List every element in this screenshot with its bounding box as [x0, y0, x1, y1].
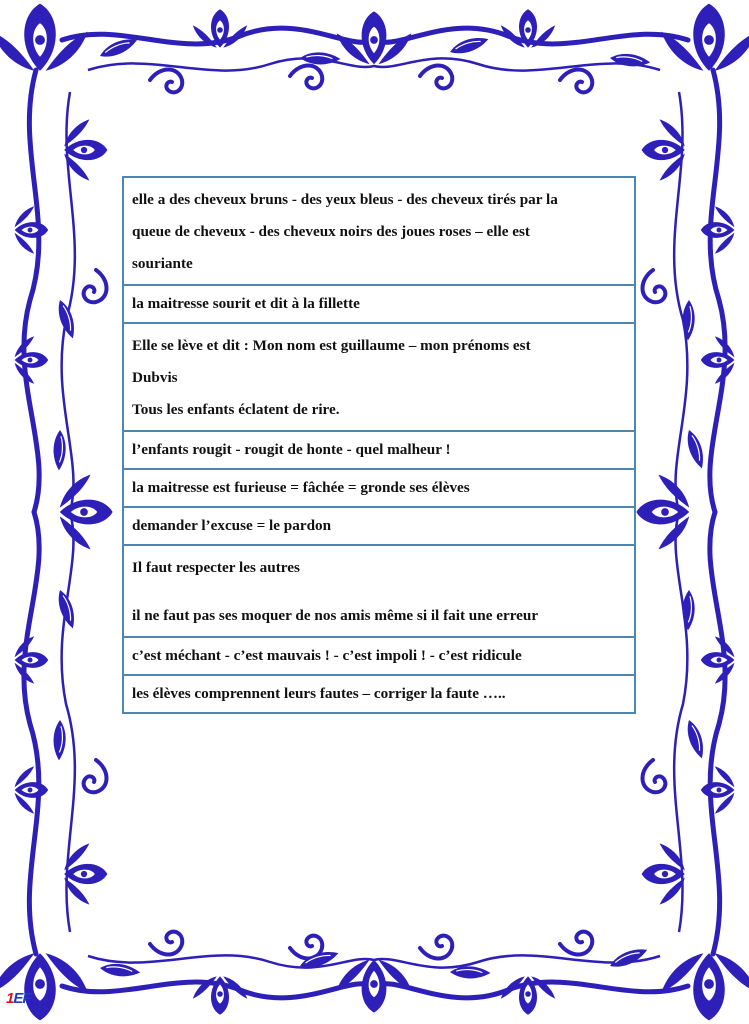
table-cell	[123, 637, 635, 675]
content-table	[122, 176, 636, 714]
table-row	[123, 285, 635, 323]
table-row	[123, 507, 635, 545]
table-row	[123, 431, 635, 469]
table-cell	[123, 285, 635, 323]
table-cell	[123, 675, 635, 713]
table-row	[123, 469, 635, 507]
table-row	[123, 545, 635, 637]
row-text: la maitresse est furieuse = fâchée = gronde ses élèves	[132, 479, 470, 496]
row-text: Tous les enfants éclatent de rire.	[132, 401, 340, 418]
site-logo	[6, 990, 31, 1007]
row-text: c’est méchant - c’est mauvais ! - c’est impoli ! - c’est ridicule	[132, 647, 522, 664]
row-text: queue de cheveux - des cheveux noirs des joues roses – elle est	[132, 223, 530, 240]
table-cell	[123, 469, 635, 507]
table-row	[123, 637, 635, 675]
row-text: elle a des cheveux bruns - des yeux bleus - des cheveux tirés par la	[132, 191, 558, 208]
table-row	[123, 323, 635, 431]
table-cell	[123, 177, 635, 285]
logo-part-2: EF	[13, 990, 31, 1007]
row-text: Il faut respecter les autres	[132, 559, 300, 576]
table-row	[123, 177, 635, 285]
table-cell	[123, 545, 635, 637]
table-cell	[123, 323, 635, 431]
row-text: souriante	[132, 255, 193, 272]
row-text: Elle se lève et dit : Mon nom est guillaume – mon prénoms est	[132, 337, 531, 354]
table-cell	[123, 431, 635, 469]
row-text: demander l’excuse = le pardon	[132, 517, 332, 534]
row-text: les élèves comprennent leurs fautes – corriger la faute …..	[132, 685, 506, 702]
row-text: la maitresse sourit et dit à la fillette	[132, 295, 360, 312]
table-row	[123, 675, 635, 713]
row-text: Dubvis	[132, 369, 178, 386]
row-text: l’enfants rougit - rougit de honte - quel malheur !	[132, 441, 451, 458]
logo-part-1: 1	[6, 990, 14, 1007]
table-cell	[123, 507, 635, 545]
line-gap	[132, 584, 626, 600]
row-text: il ne faut pas ses moquer de nos amis même si il fait une erreur	[132, 607, 539, 624]
